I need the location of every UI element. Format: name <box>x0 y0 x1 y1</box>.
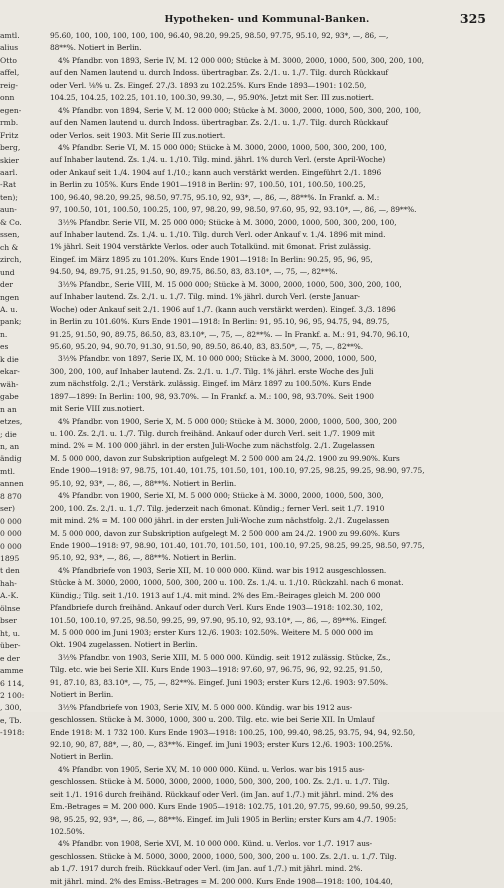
text-line: 94.50, 94, 89.75, 91.25, 91.50, 90, 89.75, 86.50, 83, 83.10*, —, 75, —, 82**%. <box>50 267 338 277</box>
text-line: 95.10, 92, 93*, —, 86, —, 88**%. Notiert in Berlin. <box>50 478 237 488</box>
text-line: 200, 100. Zs. 2./1. u. 1./7. Tilg. jederzeit nach 6monat. Kündig.; ferner Verl. seit 1./7. 1910 <box>50 503 385 513</box>
gutter-text-line: affel, <box>0 68 20 78</box>
gutter-text-line: 2 100: <box>0 691 25 701</box>
paragraph-first-line: 3½% Pfandbr., Serie VIII, M. 15 000 000; Stücke à M. 3000, 2000, 1000, 500, 300, 200, 100, <box>58 279 402 289</box>
gutter-text-line: ölnse <box>0 603 21 613</box>
text-line: oder Verlos. seit 1903. Mit Serie III zus.notiert. <box>50 130 226 140</box>
text-line: 1897—1899: In Berlin: 100, 98, 93.70%. — In Frankf. a. M.: 100, 98, 93.70%. Seit 1900 <box>50 391 374 401</box>
paragraph-first-line: 4% Pfandbr. von 1893, Serie IV, M. 12 000 000; Stücke à M. 3000, 2000, 1000, 500, 300, 200, 100, <box>58 55 424 65</box>
text-line: mind. 2% = M. 100 000 jährl. in der ersten Juli-Woche zum nächstfolg. 2./1. Zugelassen <box>50 441 375 451</box>
gutter-text-line: ; die <box>0 429 17 439</box>
gutter-text-line: 0 000 <box>0 541 22 551</box>
gutter-text-line: ändig <box>0 454 22 464</box>
gutter-text-line: annen <box>0 479 24 489</box>
gutter-text-line: bser <box>0 616 17 626</box>
gutter-text-line: onn <box>0 93 15 103</box>
text-line: Okt. 1904 zugelassen. Notiert in Berlin. <box>50 640 198 650</box>
text-line: 91.25, 91.50, 90, 89.75, 86.50, 83, 83.10*, —, 75, —, 82**%. — In Frankf. a. M.: 91, 94.70, 96.10, <box>50 329 410 339</box>
text-line: Pfandbriefe durch freihänd. Ankauf oder durch Verl. Kurs Ende 1903—1918: 102.30, 102, <box>50 603 383 613</box>
gutter-text-line: rmb. <box>0 118 19 128</box>
text-line: oder Verl. ⅛% u. Zs. Eingef. 27./3. 1893 zu 102.25%. Kurs Ende 1893—1901: 102.50, <box>50 80 367 90</box>
adjacent-page-margin <box>0 30 34 738</box>
gutter-text-line: Fritz <box>0 130 19 140</box>
paragraph-first-line: 4% Pfandbriefe von 1903, Serie XII, M. 10 000 000. Künd. war bis 1912 ausgeschlossen. <box>58 565 387 575</box>
gutter-text-line: zirch, <box>0 255 22 265</box>
paragraph-first-line: 3½% Pfandbr. Serie VII, M. 25 000 000; Stücke à M. 3000, 2000, 1000, 500, 300, 200, 100, <box>58 217 397 227</box>
paragraph-first-line: 4% Pfandbr. von 1905, Serie XV, M. 10 000 000. Künd. u. Verlos. war bis 1915 aus- <box>58 764 365 774</box>
gutter-text-line: ch & <box>0 242 19 252</box>
text-line: 97, 100.50, 101, 100.50, 100.25, 100, 97, 98.20, 99, 98.50, 97.60, 95, 92, 93.10*, —, 86, —, 89**%. <box>50 205 417 215</box>
text-line: Stücke à M. 3000, 2000, 1000, 500, 300, 200 u. 100. Zs. 1./4. u. 1./10. Rückzahl. nach 6 monat. <box>50 578 404 588</box>
gutter-text-line: hah- <box>0 578 17 588</box>
text-line: 95.60, 95.20, 94, 90.70, 91.30, 91.50, 90, 89.50, 86.40, 83, 83.50*, —, 75, —, 82**%. <box>50 341 364 351</box>
text-line: M. 5 000 000 im Juni 1903; erster Kurs 12./6. 1903: 102.50%. Weitere M. 5 000 000 im <box>50 628 374 637</box>
text-line: oder Ankauf seit 1./4. 1904 auf 1./10.; kann auch verstärkt werden. Eingeführt 2./1. 1896 <box>50 167 382 177</box>
gutter-text-line: -1918: <box>0 728 25 738</box>
gutter-text-line: k die <box>0 354 19 364</box>
gutter-text-line: amtl. <box>0 31 20 40</box>
gutter-text-line: ssen, <box>0 230 20 240</box>
text-line: 104.25, 104.25, 102.25, 101.10, 100.30, 99.30, —, 95.90%. Jetzt mit Ser. III zus.notiert. <box>50 93 374 103</box>
gutter-text-line: und <box>0 267 15 277</box>
text-line: auf den Namen lautend u. durch Indoss. übertragbar. Zs. 2./1. u. 1./7. Tilg. durch Rückkauf <box>50 118 389 128</box>
text-line: 91, 87.10, 83, 83.10*, —, 75, —, 82**%. Eingef. Juni 1903; erster Kurs 12./6. 1903: 97.50%. <box>50 677 389 687</box>
text-line: auf Inhaber lautend. Zs. 1./4. u. 1./10. Tilg. mind. jährl. 1% durch Verl. (erste April-Woche) <box>50 155 386 165</box>
paragraph-first-line: 4% Pfandbr. von 1908, Serie XVI, M. 10 000 000. Künd. u. Verlos. vor 1./7. 1917 aus- <box>58 839 373 849</box>
gutter-text-line: gabe <box>0 392 19 402</box>
text-line: auf Inhaber lautend. Zs. 1./4. u. 1./10. Tilg. durch Verl. oder Ankauf v. 1./4. 1896 mit mind. <box>50 230 386 239</box>
gutter-text-line: reig- <box>0 80 18 90</box>
running-title: Hypotheken- und Kommunal-Banken. <box>164 14 370 25</box>
paragraph-first-line: 3½% Pfandbr. von 1903, Serie XIII, M. 5 000 000. Kündig. seit 1912 zulässig. Stücke, Zs., <box>58 652 391 662</box>
gutter-text-line: 0 000 <box>0 529 22 539</box>
gutter-text-line: der <box>0 280 13 290</box>
gutter-text-line: amme <box>0 666 24 676</box>
gutter-text-line: ten); <box>0 192 18 202</box>
gutter-text-line: aun- <box>0 205 17 215</box>
gutter-text-line: , 300, <box>0 703 22 713</box>
text-line: mit Serie VIII zus.notiert. <box>50 404 145 414</box>
text-line: ab 1./7. 1917 durch freih. Rückkauf oder Verl. (im Jan. auf 1./7.) mit jährl. mind. 2%. <box>50 864 363 874</box>
text-line: Eingef. im März 1895 zu 101.20%. Kurs Ende 1901—1918: In Berlin: 90.25, 95, 96, 95, <box>50 254 373 264</box>
paragraph-first-line: 4% Pfandbr. Serie VI, M. 15 000 000; Stücke à M. 3000, 2000, 1000, 500, 300, 200, 100, <box>58 142 387 152</box>
paragraph-first-line: 3½% Pfandbr. von 1897, Serie IX, M. 10 000 000; Stücke à M. 3000, 2000, 1000, 500, <box>58 354 377 364</box>
gutter-text-line: ngen <box>0 292 20 302</box>
text-line: 101.50, 100.10, 97.25, 98.50, 99.25, 99, 97.90, 95.10, 92, 93.10*, —, 86, —, 89**%. Eingef. <box>50 615 387 625</box>
gutter-text-line: egen- <box>0 105 22 115</box>
text-line: in Berlin zu 101.60%. Kurs Ende 1901—1918: In Berlin: 91, 95.10, 96, 95, 94.75, 94, 89.75, <box>50 317 390 327</box>
paragraph-first-line: 4% Pfandbr. von 1900, Serie X, M. 5 000 000; Stücke à M. 3000, 2000, 1000, 500, 300, 200 <box>58 416 397 426</box>
text-line: 88**%. Notiert in Berlin. <box>50 43 142 53</box>
text-line: Kündig.; Tilg. seit 1./10. 1913 auf 1./4. mit mind. 2% des Em.-Beirages gleich M. 200 000 <box>50 590 381 600</box>
gutter-text-line: alius <box>0 43 19 53</box>
gutter-text-line: 1895 <box>0 554 20 564</box>
page-number: 325 <box>459 11 486 26</box>
gutter-text-line: 0 000 <box>0 516 22 526</box>
text-line: 100, 96.40, 98.20, 99.25, 98.50, 97.75, 95.10, 92, 93*, —, 86, —, 88**%. In Frankf. a. M.: <box>50 192 380 202</box>
text-line: 98, 95.25, 92, 93*, —, 86, —, 88**%. Eingef. im Juli 1905 in Berlin; erster Kurs am 4./7. 1905: <box>50 814 397 824</box>
gutter-text-line: ser) <box>0 504 15 514</box>
gutter-text-line: berg, <box>0 143 21 153</box>
page-body-text <box>50 30 492 886</box>
gutter-text-line: mtl. <box>0 466 16 476</box>
paragraph-first-line: 3½% Pfandbriefe von 1903, Serie XIV, M. 5 000 000. Kündig. war bis 1912 aus- <box>58 702 353 712</box>
gutter-text-line: skier <box>0 155 20 165</box>
gutter-text-line: wäh- <box>0 379 19 389</box>
text-line: auf den Namen lautend u. durch Indoss. übertragbar. Zs. 2./1. u. 1./7. Tilg. durch Rückkauf <box>50 68 389 78</box>
gutter-text-line: pank; <box>0 317 22 327</box>
text-line: Ende 1900—1918: 97, 98.75, 101.40, 101.75, 101.50, 101, 100.10, 97.25, 98.25, 99.25, 98.90, 97.75, <box>50 466 425 476</box>
gutter-text-line: & Co. <box>0 217 22 227</box>
text-line: M. 5 000 000, davon zur Subskription aufgelegt M. 2 500 000 am 24./2. 1900 zu 99.90%. Kurs <box>50 453 400 463</box>
text-line: Ende 1900—1918: 97, 98.90, 101.40, 101.70, 101.50, 101, 100.10, 97.25, 98.25, 99.25, 98.50, 97.75, <box>50 540 425 550</box>
text-line: 102.50%. <box>50 827 85 836</box>
text-line: geschlossen. Stücke à M. 5000, 3000, 2000, 1000, 500, 300, 200 u. 100. Zs. 2./1. u. 1./7. Tilg. <box>50 851 397 861</box>
text-line: 95.10, 92, 93*, —, 86, —, 88**%. Notiert in Berlin. <box>50 553 237 563</box>
gutter-text-line: ht, u. <box>0 628 21 638</box>
text-line: in Berlin zu 105%. Kurs Ende 1901—1918 in Berlin: 97, 100.50, 101, 100.50, 100.25, <box>50 180 366 190</box>
gutter-text-line: A. u. <box>0 304 18 314</box>
gutter-text-line: n, an <box>0 441 20 451</box>
text-line: Notiert in Berlin. <box>50 752 114 762</box>
text-line: 95.60, 100, 100, 100, 100, 100, 96.40, 98.20, 99.25, 98.50, 97.75, 95.10, 92, 93*, —, 86, —, <box>50 31 389 40</box>
gutter-text-line: etzes, <box>0 417 23 427</box>
gutter-text-line: Otto <box>0 55 17 65</box>
text-line: zum nächstfolg. 2./1.; Verstärk. zulässig. Eingef. im März 1897 zu 100.50%. Kurs Ende <box>50 379 372 389</box>
text-line: Em.-Betrages = M. 200 000. Kurs Ende 1905—1918: 102.75, 101.20, 97.75, 99.60, 99.50, 99.25, <box>50 802 409 812</box>
paragraph-first-line: 4% Pfandbr. von 1894, Serie V, M. 12 000 000; Stücke à M. 3000, 2000, 1000, 500, 300, 200, 100, <box>58 105 422 115</box>
page-header <box>40 11 494 28</box>
text-line: geschlossen. Stücke à M. 5000, 3000, 2000, 1000, 500, 300, 200, 100. Zs. 2./1. u. 1./7. Tilg. <box>50 777 390 787</box>
gutter-text-line: 6 114, <box>0 678 25 688</box>
text-line: Ende 1918: M. 1 732 100. Kurs Ende 1903—1918: 100.25, 100, 99.40, 98.25, 93.75, 94, 94, 92.50, <box>50 727 416 737</box>
gutter-text-line: n. <box>0 329 8 339</box>
text-line: M. 5 000 000, davon zur Subskription aufgelegt M. 2 500 000 am 24./2. 1900 zu 99.60%. Kurs <box>50 528 400 538</box>
text-line: 92.10, 90, 87, 88*, —, 80, —, 83**%. Eingef. im Juni 1903; erster Kurs 12./6. 1903: 100.25%. <box>50 739 393 749</box>
text-line: Tilg. etc. wie bei Serie XII. Kurs Ende 1903—1918: 97.60, 97, 96.75, 96, 92, 92.25, 91.50, <box>50 665 383 675</box>
paragraph-first-line: 4% Pfandbr. von 1900, Serie XI, M. 5 000 000; Stücke à M. 3000, 2000, 1000, 500, 300, <box>58 491 384 501</box>
gutter-text-line: es <box>0 342 9 352</box>
text-line: seit 1./1. 1916 durch freihänd. Rückkauf oder Verl. (im Jan. auf 1./7.) mit jährl. mind. 2% des <box>50 789 394 799</box>
gutter-text-line: e der <box>0 653 20 663</box>
gutter-text-line: e, Tb. <box>0 715 22 725</box>
gutter-text-line: -Rat <box>0 180 17 190</box>
gutter-text-line: A.-K. <box>0 591 19 601</box>
text-line: u. 100. Zs. 2./1. u. 1./7. Tilg. durch freihänd. Ankauf oder durch Verl. seit 1./7. 1909 mit <box>50 429 375 438</box>
text-line: mit jährl. mind. 2% des Emiss.-Betrages = M. 200 000. Kurs Ende 1908—1918: 100, 104.40, <box>50 876 393 886</box>
text-line: 1% jährl. Seit 1904 verstärkte Verlos. oder auch Totalkünd. mit 6monat. Frist zulässig. <box>50 242 371 252</box>
gutter-text-line: 8 870 <box>0 491 22 501</box>
text-line: Woche) oder Ankauf seit 2./1. 1906 auf 1./7. (kann auch verstärkt werden). Eingef. 3./3. 1896 <box>50 304 396 314</box>
gutter-text-line: t den <box>0 566 20 576</box>
text-line: geschlossen. Stücke à M. 3000, 1000, 300 u. 200. Tilg. etc. wie bei Serie XII. In Umlauf <box>50 715 375 725</box>
gutter-text-line: n an <box>0 404 17 414</box>
gutter-text-line: über- <box>0 641 21 651</box>
gutter-text-line: aarl. <box>0 167 18 177</box>
text-line: 300, 200, 100, auf Inhaber lautend. Zs. 2./1. u. 1./7. Tilg. 1% jährl. erste Woche des Juli <box>50 366 374 376</box>
gutter-text-line: ekar- <box>0 367 20 377</box>
text-line: Notiert in Berlin. <box>50 690 114 700</box>
text-line: mit mind. 2% = M. 100 000 jährl. in der ersten Juli-Woche zum nächstfolg. 2./1. Zugelassen <box>50 516 390 526</box>
text-line: auf Inhaber lautend. Zs. 2./1. u. 1./7. Tilg. mind. 1% jährl. durch Verl. (erste Januar- <box>50 292 360 302</box>
